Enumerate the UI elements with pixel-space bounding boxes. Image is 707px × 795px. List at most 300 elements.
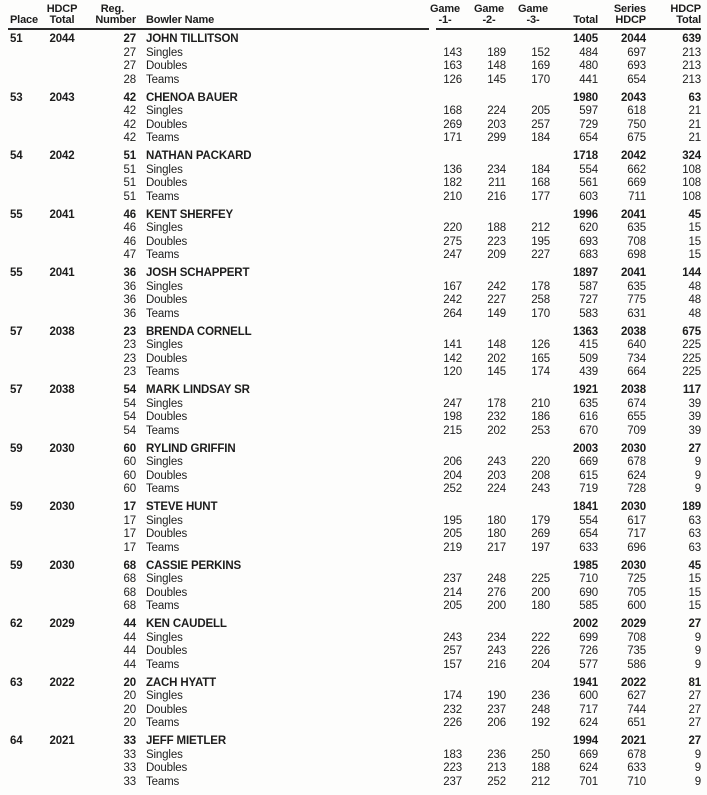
reg-number-cell: 33 bbox=[123, 735, 136, 747]
game1-cell: 198 bbox=[443, 411, 462, 423]
hdcp-result-cell: 225 bbox=[682, 339, 701, 351]
bowler-name-cell: RYLIND GRIFFIN bbox=[146, 442, 236, 455]
game3-cell: 170 bbox=[531, 73, 550, 86]
game2-cell bbox=[462, 501, 506, 515]
event-label-cell: Singles bbox=[146, 163, 183, 176]
game1-cell: 141 bbox=[443, 339, 462, 351]
series-hdcp-cell: 2038 bbox=[621, 325, 646, 338]
hdcp-total-cell bbox=[38, 47, 86, 61]
reg-number-cell: 54 bbox=[123, 384, 136, 396]
place-cell bbox=[8, 294, 38, 308]
event-label-cell: Doubles bbox=[146, 703, 188, 716]
event-row bbox=[8, 47, 701, 61]
bowler-summary-row bbox=[8, 150, 701, 164]
reg-number-cell: 33 bbox=[123, 775, 136, 788]
hdcp-result-cell: 21 bbox=[688, 118, 701, 131]
place-cell bbox=[8, 222, 38, 236]
game3-cell bbox=[506, 326, 550, 340]
total-cell: 441 bbox=[579, 73, 598, 86]
place-cell bbox=[8, 249, 38, 263]
reg-number-cell: 36 bbox=[123, 307, 136, 320]
event-label-cell: Singles bbox=[146, 105, 183, 117]
header-game3-line1: Game bbox=[518, 3, 548, 15]
reg-number-cell: 60 bbox=[123, 442, 136, 455]
series-hdcp-cell: 2044 bbox=[621, 33, 646, 45]
place-cell bbox=[8, 119, 38, 133]
event-row bbox=[8, 191, 701, 205]
place-cell: 53 bbox=[10, 91, 23, 104]
event-row bbox=[8, 528, 701, 542]
game1-cell: 269 bbox=[443, 118, 462, 131]
total-cell: 583 bbox=[579, 307, 598, 320]
event-row bbox=[8, 456, 701, 470]
game1-cell bbox=[418, 209, 462, 223]
event-label-cell: Teams bbox=[146, 483, 180, 495]
header-bowler-name bbox=[144, 15, 418, 27]
reg-number-cell: 23 bbox=[123, 339, 136, 351]
series-hdcp-cell: 624 bbox=[627, 469, 646, 482]
place-cell bbox=[8, 528, 38, 542]
header-game-2 bbox=[462, 4, 506, 27]
bowler-summary-row bbox=[8, 326, 701, 340]
hdcp-result-cell: 15 bbox=[688, 249, 701, 261]
series-hdcp-cell: 2041 bbox=[621, 208, 646, 221]
game3-cell: 257 bbox=[531, 118, 550, 131]
event-label-cell: Doubles bbox=[146, 60, 188, 72]
place-cell: 54 bbox=[10, 150, 23, 162]
game2-cell: 213 bbox=[487, 762, 506, 774]
bowler-summary-row bbox=[8, 677, 701, 691]
bowler-summary-row bbox=[8, 735, 701, 749]
event-label-cell: Teams bbox=[146, 717, 180, 729]
game2-cell bbox=[462, 560, 506, 574]
total-cell: 624 bbox=[579, 762, 598, 774]
total-cell: 710 bbox=[579, 573, 598, 585]
total-cell: 2002 bbox=[573, 618, 598, 630]
bowler-name-cell: BRENDA CORNELL bbox=[146, 325, 252, 338]
game2-cell: 276 bbox=[487, 586, 506, 599]
series-hdcp-cell: 669 bbox=[627, 177, 646, 189]
series-hdcp-cell: 744 bbox=[627, 703, 646, 716]
place-cell: 55 bbox=[10, 267, 23, 279]
header-hdcp-total-right bbox=[646, 4, 701, 27]
hdcp-result-cell: 15 bbox=[688, 222, 701, 234]
event-label-cell: Teams bbox=[146, 424, 180, 437]
hdcp-result-cell: 9 bbox=[694, 631, 701, 644]
bowler-name-cell: CHENOA BAUER bbox=[146, 91, 238, 104]
total-cell: 597 bbox=[579, 105, 598, 117]
header-rule bbox=[8, 28, 701, 30]
series-hdcp-cell: 717 bbox=[627, 528, 646, 540]
event-label-cell: Teams bbox=[146, 366, 180, 378]
series-hdcp-cell: 651 bbox=[627, 717, 646, 729]
reg-number-cell: 44 bbox=[123, 658, 136, 671]
game3-cell: 186 bbox=[531, 411, 550, 423]
hdcp-result-cell: 63 bbox=[688, 541, 701, 554]
hdcp-total-cell bbox=[38, 425, 86, 439]
bowler-block bbox=[8, 618, 701, 672]
game3-cell: 168 bbox=[531, 177, 550, 189]
reg-number-cell: 46 bbox=[123, 208, 136, 221]
hdcp-result-cell: 9 bbox=[694, 469, 701, 482]
game1-cell: 120 bbox=[443, 366, 462, 378]
game1-cell: 275 bbox=[443, 235, 462, 248]
reg-number-cell: 23 bbox=[123, 325, 136, 338]
header-hdcp-total-line1: HDCP bbox=[46, 3, 78, 15]
hdcp-result-cell: 213 bbox=[682, 46, 701, 59]
bowler-block bbox=[8, 384, 701, 438]
game3-cell: 220 bbox=[531, 456, 550, 468]
event-row bbox=[8, 236, 701, 250]
game3-cell bbox=[506, 384, 550, 398]
event-label-cell: Teams bbox=[146, 249, 180, 261]
bowler-name-cell: KENT SHERFEY bbox=[146, 208, 234, 221]
game2-cell: 243 bbox=[487, 456, 506, 468]
event-label-cell: Teams bbox=[146, 658, 180, 671]
reg-number-cell: 44 bbox=[123, 618, 136, 630]
event-row bbox=[8, 483, 701, 497]
hdcp-result-cell: 63 bbox=[688, 91, 701, 104]
game3-cell: 165 bbox=[531, 352, 550, 365]
game2-cell bbox=[462, 443, 506, 457]
game3-cell: 212 bbox=[531, 775, 550, 788]
total-cell: 726 bbox=[579, 645, 598, 657]
hdcp-total-cell bbox=[38, 249, 86, 263]
event-row bbox=[8, 515, 701, 529]
place-cell bbox=[8, 483, 38, 497]
header-game-1 bbox=[418, 4, 462, 27]
hdcp-result-cell: 108 bbox=[682, 190, 701, 203]
series-hdcp-cell: 2022 bbox=[621, 676, 646, 689]
game1-cell: 168 bbox=[443, 105, 462, 117]
series-hdcp-cell: 586 bbox=[627, 658, 646, 671]
hdcp-result-cell: 45 bbox=[688, 208, 701, 221]
total-cell: 620 bbox=[579, 222, 598, 234]
reg-number-cell: 42 bbox=[123, 132, 136, 144]
game1-cell: 247 bbox=[443, 249, 462, 261]
total-cell: 2003 bbox=[573, 442, 598, 455]
reg-number-cell: 54 bbox=[123, 424, 136, 437]
game2-cell: 148 bbox=[487, 60, 506, 72]
hdcp-total-cell: 2041 bbox=[49, 267, 75, 279]
event-label-cell: Teams bbox=[146, 775, 180, 788]
event-row bbox=[8, 632, 701, 646]
place-cell bbox=[8, 177, 38, 191]
event-label-cell: Singles bbox=[146, 514, 183, 527]
hdcp-total-cell bbox=[38, 515, 86, 529]
total-cell: 1718 bbox=[573, 150, 598, 162]
hdcp-result-cell: 39 bbox=[688, 424, 701, 437]
total-cell: 1941 bbox=[573, 676, 598, 689]
event-row bbox=[8, 249, 701, 263]
hdcp-total-cell bbox=[38, 542, 86, 556]
game3-cell: 170 bbox=[531, 307, 550, 320]
game2-cell: 227 bbox=[487, 294, 506, 306]
total-cell: 603 bbox=[579, 190, 598, 203]
hdcp-result-cell: 675 bbox=[682, 325, 701, 338]
hdcp-total-cell: 2021 bbox=[49, 735, 75, 747]
game1-cell: 232 bbox=[443, 703, 462, 716]
game1-cell bbox=[418, 735, 462, 749]
event-label-cell: Doubles bbox=[146, 294, 188, 306]
hdcp-result-cell: 189 bbox=[682, 501, 701, 513]
event-label-cell: Doubles bbox=[146, 352, 188, 365]
hdcp-total-cell bbox=[38, 308, 86, 322]
total-cell: 577 bbox=[579, 658, 598, 671]
game3-cell: 212 bbox=[531, 222, 550, 234]
game2-cell: 217 bbox=[487, 541, 506, 554]
event-row bbox=[8, 222, 701, 236]
series-hdcp-cell: 655 bbox=[627, 411, 646, 423]
place-cell bbox=[8, 105, 38, 119]
game2-cell: 180 bbox=[487, 528, 506, 540]
reg-number-cell: 28 bbox=[123, 73, 136, 86]
hdcp-total-cell: 2030 bbox=[49, 442, 75, 455]
place-cell bbox=[8, 632, 38, 646]
reg-number-cell: 54 bbox=[123, 397, 136, 410]
game2-cell: 211 bbox=[488, 177, 506, 189]
header-rule-gap bbox=[429, 28, 436, 30]
game1-cell: 264 bbox=[443, 307, 462, 320]
game2-cell: 145 bbox=[487, 73, 506, 86]
game2-cell bbox=[462, 150, 506, 164]
header-hdcp-total bbox=[38, 4, 86, 27]
game2-cell: 202 bbox=[487, 352, 506, 365]
header-game-3 bbox=[506, 4, 550, 27]
event-row bbox=[8, 105, 701, 119]
game3-cell bbox=[506, 501, 550, 515]
event-label-cell: Singles bbox=[146, 397, 183, 410]
place-cell bbox=[8, 515, 38, 529]
game1-cell: 183 bbox=[443, 748, 462, 761]
place-cell bbox=[8, 659, 38, 673]
event-row bbox=[8, 600, 701, 614]
hdcp-result-cell: 48 bbox=[688, 307, 701, 320]
total-cell: 1363 bbox=[573, 325, 598, 338]
event-row bbox=[8, 776, 701, 790]
game1-cell bbox=[418, 677, 462, 691]
game2-cell: 206 bbox=[487, 717, 506, 729]
hdcp-total-cell: 2038 bbox=[49, 325, 75, 338]
reg-number-cell: 42 bbox=[123, 91, 136, 104]
event-label-cell: Doubles bbox=[146, 177, 188, 189]
event-label-cell: Teams bbox=[146, 132, 180, 144]
game2-cell bbox=[462, 384, 506, 398]
game2-cell: 209 bbox=[487, 249, 506, 261]
game1-cell bbox=[418, 33, 462, 47]
hdcp-total-cell bbox=[38, 749, 86, 763]
game2-cell: 248 bbox=[487, 573, 506, 585]
game3-cell bbox=[506, 677, 550, 691]
game1-cell bbox=[418, 267, 462, 281]
place-cell: 59 bbox=[10, 559, 23, 572]
total-cell: 624 bbox=[579, 717, 598, 729]
game3-cell: 188 bbox=[531, 762, 550, 774]
reg-number-cell: 51 bbox=[123, 150, 136, 162]
series-hdcp-cell: 2041 bbox=[621, 267, 646, 279]
hdcp-total-cell: 2030 bbox=[49, 559, 75, 572]
game3-cell: 178 bbox=[531, 280, 550, 293]
total-cell: 480 bbox=[579, 60, 598, 72]
series-hdcp-cell: 734 bbox=[627, 352, 646, 365]
hdcp-result-cell: 27 bbox=[688, 717, 701, 729]
header-series-hdcp bbox=[598, 4, 646, 27]
game3-cell: 180 bbox=[531, 600, 550, 612]
event-row bbox=[8, 132, 701, 146]
game2-cell: 224 bbox=[487, 105, 506, 117]
reg-number-cell: 51 bbox=[123, 190, 136, 203]
hdcp-total-cell bbox=[38, 132, 86, 146]
reg-number-cell: 51 bbox=[123, 163, 136, 176]
place-cell: 62 bbox=[10, 618, 23, 630]
hdcp-result-cell: 81 bbox=[688, 676, 701, 689]
hdcp-total-cell bbox=[38, 659, 86, 673]
hdcp-result-cell: 9 bbox=[694, 645, 701, 657]
game2-cell: 252 bbox=[487, 775, 506, 788]
event-label-cell: Teams bbox=[146, 73, 180, 86]
reg-number-cell: 17 bbox=[123, 501, 136, 513]
game1-cell: 163 bbox=[443, 60, 462, 72]
header-series-hdcp-line1: Series bbox=[613, 3, 646, 15]
event-row bbox=[8, 411, 701, 425]
event-row bbox=[8, 177, 701, 191]
event-row bbox=[8, 717, 701, 731]
hdcp-result-cell: 15 bbox=[688, 573, 701, 585]
reg-number-cell: 23 bbox=[123, 352, 136, 365]
series-hdcp-cell: 697 bbox=[627, 46, 646, 59]
game1-cell: 215 bbox=[443, 424, 462, 437]
series-hdcp-cell: 735 bbox=[627, 645, 646, 657]
series-hdcp-cell: 698 bbox=[627, 249, 646, 261]
series-hdcp-cell: 678 bbox=[627, 748, 646, 761]
game2-cell bbox=[462, 677, 506, 691]
bowler-block bbox=[8, 267, 701, 321]
game1-cell bbox=[418, 501, 462, 515]
event-label-cell: Singles bbox=[146, 339, 183, 351]
hdcp-result-cell: 48 bbox=[688, 294, 701, 306]
series-hdcp-cell: 2029 bbox=[621, 618, 646, 630]
reg-number-cell: 60 bbox=[123, 469, 136, 482]
total-cell: 1897 bbox=[573, 267, 598, 279]
game3-cell: 250 bbox=[531, 748, 550, 761]
game2-cell: 243 bbox=[487, 645, 506, 657]
header-game2-line2: -2- bbox=[482, 14, 496, 26]
series-hdcp-cell: 2038 bbox=[621, 384, 646, 396]
hdcp-result-cell: 213 bbox=[682, 73, 701, 86]
event-row bbox=[8, 294, 701, 308]
game3-cell: 152 bbox=[531, 46, 550, 59]
bowler-summary-row bbox=[8, 384, 701, 398]
hdcp-total-cell bbox=[38, 632, 86, 646]
series-hdcp-cell: 696 bbox=[627, 541, 646, 554]
total-cell: 669 bbox=[579, 456, 598, 468]
reg-number-cell: 46 bbox=[123, 235, 136, 248]
standings-body bbox=[8, 33, 701, 789]
game3-cell: 177 bbox=[531, 190, 550, 203]
game2-cell bbox=[462, 209, 506, 223]
series-hdcp-cell: 633 bbox=[627, 762, 646, 774]
header-hdcp-total-right-line1: HDCP bbox=[670, 3, 701, 15]
hdcp-total-cell bbox=[38, 294, 86, 308]
reg-number-cell: 68 bbox=[123, 600, 136, 612]
game1-cell: 142 bbox=[443, 352, 462, 365]
total-cell: 415 bbox=[579, 339, 598, 351]
bowler-block bbox=[8, 501, 701, 555]
event-row bbox=[8, 762, 701, 776]
event-label-cell: Singles bbox=[146, 280, 183, 293]
total-cell: 600 bbox=[579, 690, 598, 702]
game2-cell: 189 bbox=[487, 46, 506, 59]
event-row bbox=[8, 164, 701, 178]
place-cell: 64 bbox=[10, 735, 23, 747]
bowler-summary-row bbox=[8, 267, 701, 281]
game1-cell: 242 bbox=[443, 294, 462, 306]
game1-cell bbox=[418, 618, 462, 632]
hdcp-result-cell: 27 bbox=[688, 703, 701, 716]
total-cell: 683 bbox=[579, 249, 598, 261]
reg-number-cell: 68 bbox=[123, 559, 136, 572]
event-row bbox=[8, 645, 701, 659]
game3-cell bbox=[506, 618, 550, 632]
game1-cell: 205 bbox=[443, 600, 462, 612]
total-cell: 719 bbox=[579, 483, 598, 495]
game3-cell bbox=[506, 735, 550, 749]
place-cell bbox=[8, 762, 38, 776]
bowler-name-cell: ZACH HYATT bbox=[146, 676, 217, 689]
bowler-name-cell: CASSIE PERKINS bbox=[146, 559, 242, 572]
reg-number-cell: 23 bbox=[123, 366, 136, 378]
series-hdcp-cell: 617 bbox=[627, 514, 646, 527]
place-cell bbox=[8, 749, 38, 763]
total-cell: 635 bbox=[579, 397, 598, 410]
game2-cell: 178 bbox=[487, 397, 506, 410]
game3-cell: 253 bbox=[531, 424, 550, 437]
game3-cell bbox=[506, 92, 550, 106]
series-hdcp-cell: 662 bbox=[627, 163, 646, 176]
place-cell bbox=[8, 411, 38, 425]
game1-cell: 237 bbox=[443, 573, 462, 585]
series-hdcp-cell: 627 bbox=[627, 690, 646, 702]
hdcp-total-cell bbox=[38, 177, 86, 191]
place-cell bbox=[8, 132, 38, 146]
total-cell: 554 bbox=[579, 514, 598, 527]
event-label-cell: Singles bbox=[146, 573, 183, 585]
reg-number-cell: 36 bbox=[123, 267, 136, 279]
series-hdcp-cell: 2043 bbox=[621, 91, 646, 104]
place-cell bbox=[8, 353, 38, 367]
hdcp-total-cell: 2029 bbox=[49, 618, 75, 630]
event-row bbox=[8, 74, 701, 88]
reg-number-cell: 20 bbox=[123, 690, 136, 702]
total-cell: 654 bbox=[579, 528, 598, 540]
hdcp-total-cell bbox=[38, 411, 86, 425]
game2-cell: 232 bbox=[487, 411, 506, 423]
series-hdcp-cell: 708 bbox=[627, 631, 646, 644]
series-hdcp-cell: 2030 bbox=[621, 559, 646, 572]
header-hdcp-total-line2: Total bbox=[49, 14, 75, 26]
total-cell: 1980 bbox=[573, 91, 598, 104]
hdcp-total-cell: 2041 bbox=[49, 208, 75, 221]
hdcp-result-cell: 9 bbox=[694, 658, 701, 671]
bowler-name-cell: STEVE HUNT bbox=[146, 501, 218, 513]
game2-cell: 236 bbox=[487, 748, 506, 761]
game2-cell: 203 bbox=[487, 118, 506, 131]
bowler-block bbox=[8, 560, 701, 614]
reg-number-cell: 36 bbox=[123, 280, 136, 293]
hdcp-result-cell: 21 bbox=[688, 105, 701, 117]
place-cell bbox=[8, 704, 38, 718]
game3-cell: 205 bbox=[531, 105, 550, 117]
